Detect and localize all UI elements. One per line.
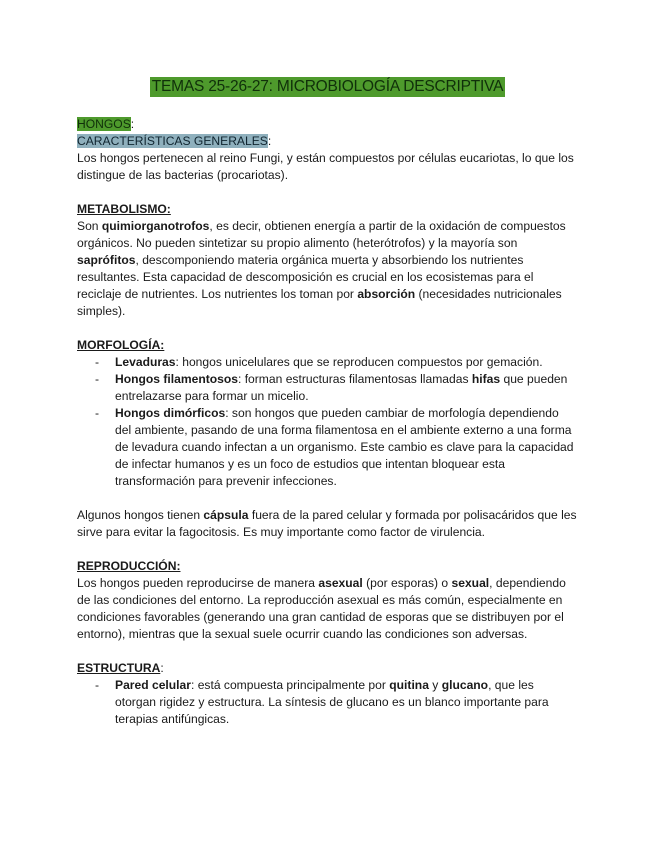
bold-term: Hongos filamentosos xyxy=(115,372,238,386)
hongos-label: HONGOS xyxy=(77,117,131,131)
estructura-colon: : xyxy=(160,661,164,675)
capsula-paragraph xyxy=(77,507,577,541)
text-run: (necesidades nutricionales simples). xyxy=(77,287,562,318)
list-item xyxy=(77,677,577,728)
bold-term: cápsula xyxy=(203,508,249,522)
text-run: y xyxy=(428,678,442,692)
text-run: , que les otorgan rigidez y estructura. La síntesis de glucano es un blanco importante para terapias antifúngicas. xyxy=(115,678,549,726)
morfologia-list xyxy=(77,354,577,490)
text-run: : forman estructuras filamentosas llamadas xyxy=(237,372,472,386)
list-item xyxy=(77,354,577,371)
spacer xyxy=(77,490,577,507)
text-run: , descomponiendo materia orgánica muerta y absorbiendo los nutrientes resultantes. Esta capacidad de descomposición es crucial en los ecosistemas para el reciclaje de nutrientes. Los nutrientes los toman por xyxy=(77,253,534,301)
estructura-heading-line xyxy=(77,660,577,677)
spacer xyxy=(77,184,577,201)
text-run: : son hongos que pueden cambiar de morfología dependiendo del ambiente, pasando de una forma filamentosa en el ambiente externo a una forma de levadura cuando infectan a un organismo. Este cambio es clave para la capacidad de infectar humanos y es un foco de estudios que intentan bloquear esta transformación para prevenir infecciones. xyxy=(115,406,574,488)
title-container xyxy=(0,77,655,97)
text-run: : hongos unicelulares que se reproducen compuestos por gemación. xyxy=(175,355,543,369)
morfologia-heading: MORFOLOGÍA: xyxy=(77,338,165,352)
reproduccion-heading: REPRODUCCIÓN: xyxy=(77,559,181,573)
caract-label: CARACTERÍSTICAS GENERALES xyxy=(77,134,268,148)
text-run: que pueden entrelazarse para formar un micelio. xyxy=(115,372,568,403)
text-run: : está compuesta principalmente por xyxy=(190,678,390,692)
caract-line xyxy=(77,133,577,150)
text-run: , es decir, obtienen energía a partir de la oxidación de compuestos orgánicos. No pueden sintetizar su propio alimento (heterótrofos) y la mayoría son xyxy=(77,219,566,250)
estructura-heading: ESTRUCTURA xyxy=(77,661,161,675)
document-title: TEMAS 25-26-27: MICROBIOLOGÍA DESCRIPTIVA xyxy=(151,78,504,95)
bold-term: quitina xyxy=(389,678,429,692)
list-item xyxy=(77,371,577,405)
caract-paragraph: Los hongos pertenecen al reino Fungi, y están compuestos por células eucariotas, lo que los distingue de las bacterias (procariotas). xyxy=(77,151,574,182)
bold-term: Pared celular xyxy=(115,678,191,692)
reproduccion-paragraph xyxy=(77,575,577,643)
document-body xyxy=(77,116,577,728)
hongos-colon: : xyxy=(130,117,135,131)
bold-term: saprófitos xyxy=(77,253,136,267)
text-run: (por esporas) o xyxy=(362,576,452,590)
bold-term: absorción xyxy=(357,287,416,301)
caract-colon: : xyxy=(267,134,272,148)
text-run: Son xyxy=(77,219,102,233)
hongos-line xyxy=(77,116,577,133)
bold-term: Hongos dimórficos xyxy=(115,406,226,420)
bold-term: asexual xyxy=(318,576,363,590)
spacer xyxy=(77,541,577,558)
text-run: Algunos hongos tienen xyxy=(77,508,204,522)
bold-term: sexual xyxy=(451,576,490,590)
bold-term: Levaduras xyxy=(115,355,176,369)
spacer xyxy=(77,320,577,337)
text-run: Los hongos pueden reproducirse de manera xyxy=(77,576,319,590)
bold-term: glucano xyxy=(441,678,489,692)
metabolismo-heading: METABOLISMO: xyxy=(77,202,171,216)
bold-term: quimiorganotrofos xyxy=(101,219,210,233)
list-item xyxy=(77,405,577,490)
bold-term: hifas xyxy=(471,372,501,386)
metabolismo-paragraph xyxy=(77,218,577,320)
estructura-list xyxy=(77,677,577,728)
text-run: , dependiendo de las condiciones del entorno. La reproducción asexual es más común, especialmente en condiciones favorables (generando una gran cantidad de esporas que se distribuyen por el entorno), mientras que la sexual suele ocurrir cuando las condiciones son adversas. xyxy=(77,576,566,641)
text-run: fuera de la pared celular y formada por polisacáridos que les sirve para evitar la fagocitosis. Es muy importante como factor de virulencia. xyxy=(77,508,577,539)
spacer xyxy=(77,643,577,660)
